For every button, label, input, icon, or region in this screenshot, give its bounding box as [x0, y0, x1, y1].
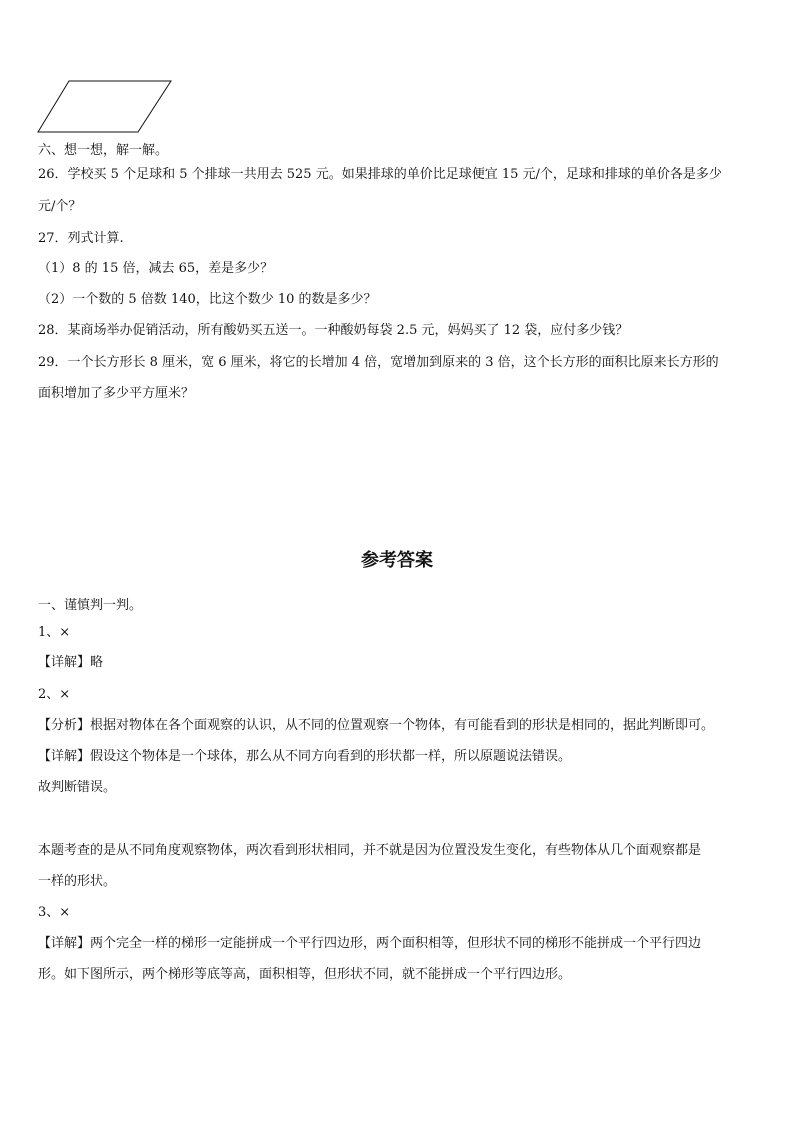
parallelogram-shape — [38, 81, 171, 132]
question-26-line-2: 元/个？ — [38, 199, 82, 214]
question-28: 28．某商场举办促销活动，所有酸奶买五送一。一种酸奶每袋 2.5 元，妈妈买了 12 袋，应付多少钱？ — [38, 323, 629, 338]
answer-2-analysis: 【分析】根据对物体在各个面观察的认识，从不同的位置观察一个物体，有可能看到的形状是相同的，据此判断即可。 — [38, 718, 715, 733]
question-27: 27．列式计算. — [38, 231, 124, 246]
answer-2-label: 2、× — [38, 687, 71, 702]
question-27-part-1: （1）8 的 15 倍，减去 65，差是多少？ — [38, 261, 274, 276]
answer-3-label: 3、× — [38, 905, 71, 920]
section-6-heading: 六、想一想，解一解。 — [38, 143, 169, 158]
answer-1-detail: 【详解】略 — [38, 655, 104, 670]
answer-key-title: 参考答案 — [361, 550, 433, 571]
answers-section-1-heading: 一、谨慎判一判。 — [38, 598, 143, 613]
answer-3-detail-line-1: 【详解】两个完全一样的梯形一定能拼成一个平行四边形，两个面积相等，但形状不同的梯形不能拼成一个平行四边 — [38, 936, 702, 951]
answer-1-label: 1、× — [38, 625, 71, 640]
question-29-line-1: 29．一个长方形长 8 厘米，宽 6 厘米，将它的长增加 4 倍，宽增加到原来的 3 倍，这个长方形的面积比原来长方形的 — [38, 355, 719, 370]
answer-2-detail: 【详解】假设这个物体是一个球体，那么从不同方向看到的形状都一样，所以原题说法错误。 — [38, 749, 572, 764]
answer-2-note-line-2: 一样的形状。 — [38, 874, 117, 889]
answer-3-detail-line-2: 形。如下图所示，两个梯形等底等高，面积相等，但形状不同，就不能拼成一个平行四边形。 — [38, 967, 572, 982]
question-26-line-1: 26．学校买 5 个足球和 5 个排球一共用去 525 元。如果排球的单价比足球便宜 15 元/个，足球和排球的单价各是多少 — [38, 167, 722, 182]
answer-2-note-line-1: 本题考查的是从不同角度观察物体，两次看到形状相同，并不就是因为位置没发生变化，有些物体从几个面观察都是 — [38, 843, 702, 858]
question-27-part-2: （2）一个数的 5 倍数 140，比这个数少 10 的数是多少？ — [38, 292, 377, 307]
parallelogram-figure — [36, 78, 176, 136]
answer-2-conclusion: 故判断错误。 — [38, 780, 117, 795]
question-29-line-2: 面积增加了多少平方厘米？ — [38, 386, 195, 401]
